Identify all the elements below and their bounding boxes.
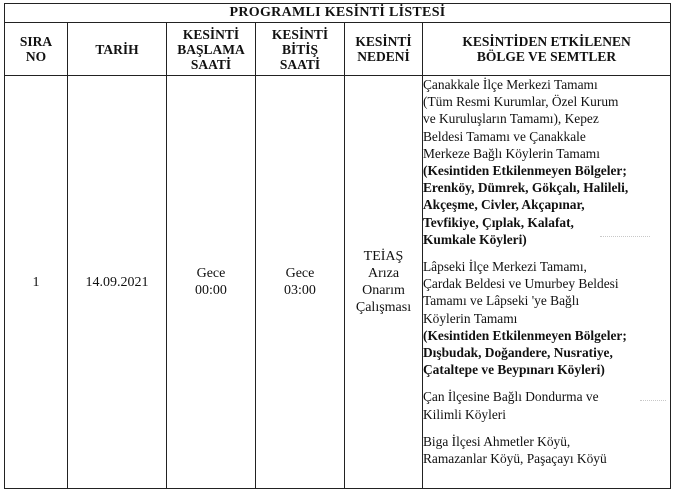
cell-bolge [423,76,671,489]
cell-line: 00:00 [195,283,227,298]
region-biga [423,433,670,467]
cell-line: Çalışması [355,300,412,315]
region-canakkale [423,76,670,248]
header-tarih: TARİH [68,23,167,76]
region-line: Çan İlçesine Bağlı Dondurma ve [423,389,599,405]
cell-bitis [256,76,345,489]
outage-schedule-table [4,3,671,489]
excluded-line: Akçeşme, Civler, Akçapınar, [423,197,585,213]
bleed-through-mark [640,380,666,401]
header-line: SAATİ [190,56,232,72]
region-line: Merkeze Bağlı Köylerin Tamamı [423,145,600,161]
excluded-line: Dışbudak, Doğandere, Nusratiye, [423,345,613,361]
header-line: NEDENİ [357,49,410,64]
excluded-line: Kumkale Köyleri) [423,231,527,247]
cell-line: Onarım [362,283,405,298]
cell-line: Gece [196,266,226,281]
region-line: Lâpseki İlçe Merkezi Tamamı, [423,259,587,275]
region-line: Çanakkale İlçe Merkezi Tamamı [423,77,598,92]
region-line: Köylerin Tamamı [423,310,518,326]
cell-baslama [167,76,256,489]
region-line: ve Kuruluşların Tamamı), Kepez [423,111,599,127]
region-line: Tamamı ve Lâpseki 'ye Bağlı [423,293,580,309]
excluded-line: Çataltepe ve Beypınarı Köyleri) [423,362,605,378]
excluded-line: Erenköy, Dümrek, Gökçalı, Halileli, [423,180,629,196]
header-line: BİTİŞ [281,41,319,57]
header-line: BÖLGE VE SEMTLER [476,49,617,64]
header-bolge-semtler [423,23,671,76]
excluded-line: (Kesintiden Etkilenmeyen Bölgeler; [423,163,627,179]
region-line: Ramazanlar Köyü, Paşaçayı Köyü [423,451,607,467]
cell-sira: 1 [5,76,68,489]
header-line: NO [25,49,47,64]
region-lapseki [423,258,670,378]
excluded-line: Tevfikiye, Çıplak, Kalafat, [423,214,574,230]
header-kesinti-nedeni [345,23,423,76]
cell-line: Gece [285,266,315,281]
header-line: KESİNTİDEN ETKİLENEN [462,34,631,49]
header-line: KESİNTİ [355,34,412,49]
cell-line: TEİAŞ [363,249,404,264]
table-title: PROGRAMLI KESİNTİ LİSTESİ [5,4,671,23]
cell-line: 03:00 [284,283,316,298]
header-line: KESİNTİ [271,26,329,42]
cell-line: Arıza [367,266,400,281]
header-line: BAŞLAMA [177,41,245,57]
header-line: SAATİ [279,56,321,72]
header-row [5,23,671,76]
header-line: KESİNTİ [182,26,240,42]
region-line: Kilimli Köyleri [423,406,506,422]
region-line: (Tüm Resmi Kurumlar, Özel Kurum [423,94,619,110]
bleed-through-mark [600,236,650,247]
region-line: Beldesi Tamamı ve Çanakkale [423,128,586,144]
cell-neden [345,76,423,489]
region-line: Çardak Beldesi ve Umurbey Beldesi [423,276,619,292]
region-line: Biga İlçesi Ahmetler Köyü, [423,433,571,449]
table-row [5,76,671,489]
header-line: SIRA [19,34,53,49]
header-baslama-saati [167,23,256,76]
region-can [423,388,670,422]
header-bitis-saati [256,23,345,76]
header-sira-no [5,23,68,76]
cell-tarih: 14.09.2021 [68,76,167,489]
excluded-line: (Kesintiden Etkilenmeyen Bölgeler; [423,327,627,343]
